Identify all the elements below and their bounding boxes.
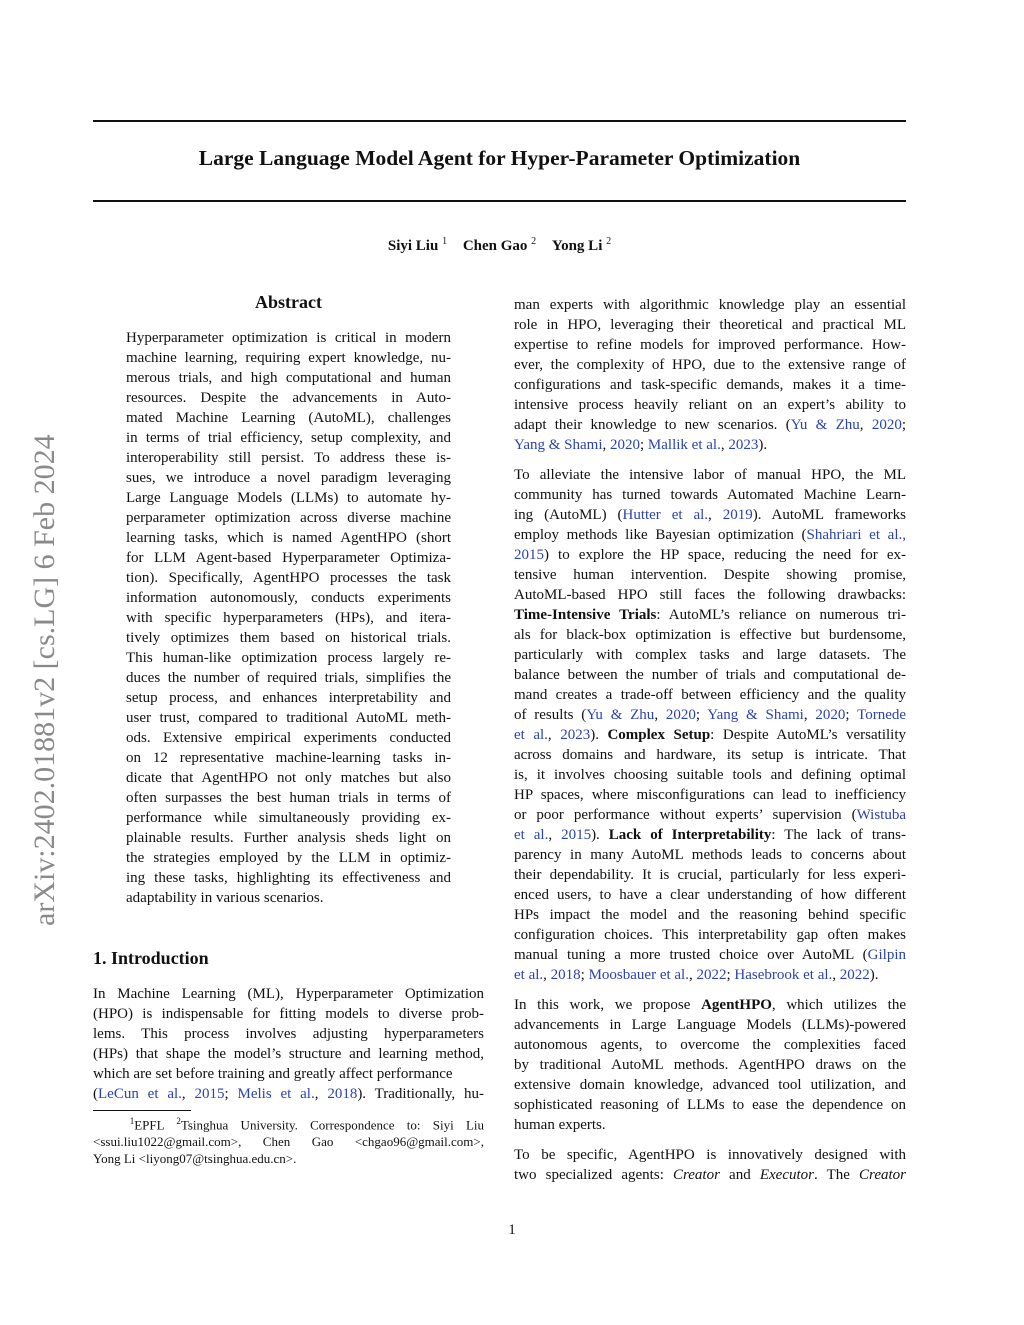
text-line: expertise to refine models for improved performance. How- [514, 337, 906, 353]
text-line: ods. Extensive empirical experiments conducted [126, 730, 451, 746]
text-line: In this work, we propose AgentHPO, which utilizes the [514, 997, 906, 1013]
text-line: across domains and hardware, its setup is intricate. That [514, 747, 906, 763]
citation-link[interactable]: 2018 [550, 967, 581, 983]
text-line: To be specific, AgentHPO is innovatively designed with [514, 1147, 906, 1163]
title-rule-top [93, 120, 906, 122]
text-line: HP spaces, where misconfigurations can lead to inefficiency [514, 787, 906, 803]
italic-term: Creator [672, 1167, 720, 1183]
text-line: HPs impact the model and the reasoning behind specific [514, 907, 906, 923]
bold-term: Lack of Interpretability [608, 827, 772, 843]
text-line: man experts with algorithmic knowledge play an essential [514, 297, 906, 313]
text-line: machine learning, requiring expert knowledge, nu- [126, 350, 451, 366]
text-line: ing (AutoML) (Hutter et al., 2019). AutoML frameworks [514, 507, 907, 523]
bold-term: Time-Intensive Trials [514, 607, 657, 623]
author-affiliation: 2 [531, 236, 537, 247]
text-line: tively optimizes them based on historical trials. [126, 630, 451, 646]
text-line: configurations and task-specific demands, makes it a time- [514, 377, 906, 393]
text-line: extensive domain knowledge, advanced tool utilization, and [514, 1077, 906, 1093]
italic-term: Executor [759, 1167, 814, 1183]
text-line: duces the number of required trials, simplifies the [126, 670, 451, 686]
citation-link[interactable]: 2023 [728, 437, 759, 453]
title-rule-bottom [93, 200, 906, 202]
text-line: is, it involves choosing suitable tools and defining optimal [514, 767, 906, 783]
text-line: mand creates a trade-off between efficiency and the quality [514, 687, 906, 703]
text-line: dicate that AgentHPO not only matches but also [126, 770, 451, 786]
citation-link[interactable]: 2015 [514, 547, 544, 563]
text-line: merous trials, and high computational and human [126, 370, 451, 386]
text-line: on 12 representative machine-learning tasks in- [126, 750, 451, 766]
text-line: employ methods like Bayesian optimization (Shahriari et al., [514, 527, 906, 543]
bold-term: AgentHPO [701, 997, 772, 1013]
text-line: configuration choices. This interpretability gap often makes [514, 927, 906, 943]
citation-link[interactable]: Melis et al. [237, 1086, 315, 1102]
citation-link[interactable]: Yang & Shami [514, 437, 603, 453]
p1-lines [514, 295, 906, 415]
text-line: plainable results. Further analysis sheds light on [126, 830, 451, 846]
p3-lines [514, 1015, 906, 1135]
author-affiliation: 2 [606, 236, 612, 247]
text-line: user trust, compared to traditional AutoML meth- [126, 710, 451, 726]
text-line: resources. Despite the advancements in Auto- [126, 390, 451, 406]
paragraph [514, 295, 906, 455]
text-line: autonomous agents, to overcome the complexities faced [514, 1037, 906, 1053]
text-line: information autonomously, conducts experiments [126, 590, 451, 606]
text-line: sophisticated reasoning of LLMs to ease the dependence on [514, 1097, 906, 1113]
author-list [93, 236, 906, 255]
text-line: (HPs) that shape the model’s structure and learning method, [93, 1046, 484, 1062]
introduction-body [93, 984, 484, 1104]
text-line: advancements in Large Language Models (LLMs)-powered [514, 1017, 906, 1033]
text-line: lems. This process involves adjusting hyperparameters [93, 1026, 484, 1042]
abstract-heading: Abstract [255, 292, 322, 312]
text-line: of results (Yu & Zhu, 2020; Yang & Shami, 2020; Tornede [514, 707, 907, 723]
text-line: in terms of trial efficiency, setup complexity, and [126, 430, 451, 446]
introduction-heading: 1. Introduction [93, 948, 209, 968]
citation-link[interactable]: Wistuba [856, 807, 906, 823]
text-line: AutoML-based HPO still faces the following drawbacks: [514, 587, 906, 603]
author-name: Chen Gao [462, 238, 528, 254]
citation-link[interactable]: et al. [514, 727, 548, 743]
paper-title: Large Language Model Agent for Hyper-Parameter Optimization [198, 146, 801, 170]
intro-lines [93, 984, 484, 1084]
citation-link[interactable]: Yu & Zhu [790, 417, 860, 433]
text-line: which are set before training and greatly affect performance [93, 1066, 453, 1082]
author-2 [463, 238, 536, 254]
bold-term: Complex Setup [607, 727, 711, 743]
text-line: Hyperparameter optimization is critical in modern [126, 330, 451, 346]
text-line: Time-Intensive Trials: AutoML’s reliance on numerous tri- [514, 607, 906, 623]
citation-link[interactable]: 2019 [722, 507, 753, 523]
text-line: with specific hyperparameters (HPs), and itera- [126, 610, 451, 626]
page-number: 1 [508, 1222, 516, 1238]
citation-link[interactable]: Tornede [857, 707, 907, 723]
citation-link[interactable]: 2015 [194, 1086, 225, 1102]
text-line: for LLM Agent-based Hyperparameter Optimiza- [126, 550, 451, 566]
citation-link[interactable]: Shahriari et al., [806, 527, 906, 543]
text-line: or poor performance without experts’ supervision (Wistuba [514, 807, 906, 823]
citation-link[interactable]: Mallik et al. [647, 437, 721, 453]
author-affiliation: 1 [442, 236, 448, 247]
text-line: ing these tasks, highlighting its effectiveness and [126, 870, 451, 886]
text-line: interoperability still persist. To address these is- [126, 450, 451, 466]
text-line: mated Machine Learning (AutoML), challenges [126, 410, 451, 426]
citation-link[interactable]: et al. [514, 827, 549, 843]
author-3 [552, 238, 611, 254]
text-line: community has turned towards Automated Machine Learn- [514, 487, 906, 503]
abstract-body [126, 328, 451, 908]
text-line: als for black-box optimization is effective but burdensome, [514, 627, 906, 643]
citation-link[interactable]: 2022 [696, 967, 727, 983]
text-line: enced users, to have a clear understanding of how different [514, 887, 906, 903]
author-name: Yong Li [551, 238, 603, 254]
citation-link[interactable]: 2020 [665, 707, 696, 723]
text-line: adaptability in various scenarios. [126, 890, 324, 906]
citation-link[interactable]: 2018 [327, 1086, 358, 1102]
citation-link[interactable]: 2020 [871, 417, 902, 433]
text-line: often surpasses the best human trials in terms of [126, 790, 451, 806]
footnote [93, 1113, 484, 1167]
text-line: parency in many AutoML methods leads to concerns about [514, 847, 906, 863]
author-name: Siyi Liu [387, 238, 439, 254]
text-line: learning tasks, which is named AgentHPO (short [126, 530, 451, 546]
text-line: role in HPO, leveraging their theoretical and practical ML [514, 317, 906, 333]
text-line: et al., 2018; Moosbauer et al., 2022; Hasebrook et al., 2022). [514, 967, 879, 983]
paragraph [514, 1145, 906, 1185]
text-line: tion). Specifically, AgentHPO processes the task [126, 570, 451, 586]
citation-link[interactable]: Yang & Shami [707, 707, 804, 723]
text-line: manual tuning a more trusted choice over AutoML (Gilpin [514, 947, 906, 963]
text-line: sues, we introduce a novel paradigm leveraging [126, 470, 451, 486]
text-line: Large Language Models (LLMs) to automate hy- [126, 490, 451, 506]
text-line: two specialized agents: Creator and Executor. The Creator [514, 1167, 906, 1183]
text-line: 2015) to explore the HP space, reducing the need for ex- [514, 547, 906, 563]
text-line: their dependability. It is crucial, particularly for less experi- [514, 867, 906, 883]
footnote-line: $^1$EPFL $^2$Tsinghua University. Correspondence to: Siyi Liu [129, 1116, 485, 1133]
author-1 [388, 238, 447, 254]
citation-link[interactable]: et al. [514, 967, 544, 983]
intro-line-citation: (LeCun et al., 2015; Melis et al., 2018). Traditionally, hu- [93, 1086, 485, 1102]
right-column [514, 295, 906, 1185]
arxiv-stamp: arXiv:2402.01881v2 [cs.LG] 6 Feb 2024 [28, 434, 61, 926]
citation-link[interactable]: 2023 [560, 727, 591, 743]
text-line: et al., 2015). Lack of Interpretability: The lack of trans- [514, 827, 907, 843]
citation-link[interactable]: Yu & Zhu [586, 707, 655, 723]
citation-link[interactable]: 2022 [839, 967, 870, 983]
citation-link[interactable]: LeCun et al. [98, 1086, 182, 1102]
text-line: the strategies employed by the LLM in optimiz- [126, 850, 451, 866]
text-line: particularly with complex tasks and large datasets. The [514, 647, 906, 663]
text-line: human experts. [514, 1117, 606, 1133]
text-line: Yang & Shami, 2020; Mallik et al., 2023). [514, 437, 768, 453]
text-line: ever, the complexity of HPO, due to the extensive range of [514, 357, 906, 373]
citation-link[interactable]: Moosbauer et al. [588, 967, 689, 983]
paragraph [514, 465, 906, 985]
citation-link[interactable]: Hutter et al. [622, 507, 709, 523]
footnote-line: Yong Li <liyong07@tsinghua.edu.cn>. [93, 1151, 297, 1167]
citation-link[interactable]: 2020 [815, 707, 846, 723]
text-line: This human-like optimization process largely re- [126, 650, 451, 666]
italic-term: Creator [859, 1167, 906, 1183]
citation-link[interactable]: Gilpin [867, 947, 906, 963]
text-line: setup process, and enhances interpretability and [126, 690, 451, 706]
paragraph [514, 995, 906, 1135]
text-line: balance between the number of trials and computational de- [514, 667, 906, 683]
text-line: perparameter optimization across diverse machine [126, 510, 451, 526]
citation-link[interactable]: 2015 [561, 827, 592, 843]
text-line: performance while simultaneously providing ex- [126, 810, 451, 826]
text-line: et al., 2023). Complex Setup: Despite AutoML’s versatility [514, 727, 906, 743]
text-line: adapt their knowledge to new scenarios. (Yu & Zhu, 2020; [514, 417, 907, 433]
text-line: In Machine Learning (ML), Hyperparameter Optimization [93, 986, 484, 1002]
text-line: by traditional AutoML methods. AgentHPO draws on the [514, 1057, 906, 1073]
citation-link[interactable]: 2020 [610, 437, 640, 453]
text-line: intensive process heavily reliant on an expert’s ability to [514, 397, 906, 413]
footnote-line: <ssui.liu1022@gmail.com>, Chen Gao <chgao96@gmail.com>, [93, 1134, 484, 1150]
text-line: To alleviate the intensive labor of manual HPO, the ML [514, 467, 906, 483]
text-line: tensive human intervention. Despite showing promise, [514, 567, 906, 583]
citation-link[interactable]: Hasebrook et al. [734, 967, 833, 983]
text-line: (HPO) is indispensable for fitting models to diverse prob- [93, 1006, 484, 1022]
footnote-rule [93, 1110, 191, 1111]
